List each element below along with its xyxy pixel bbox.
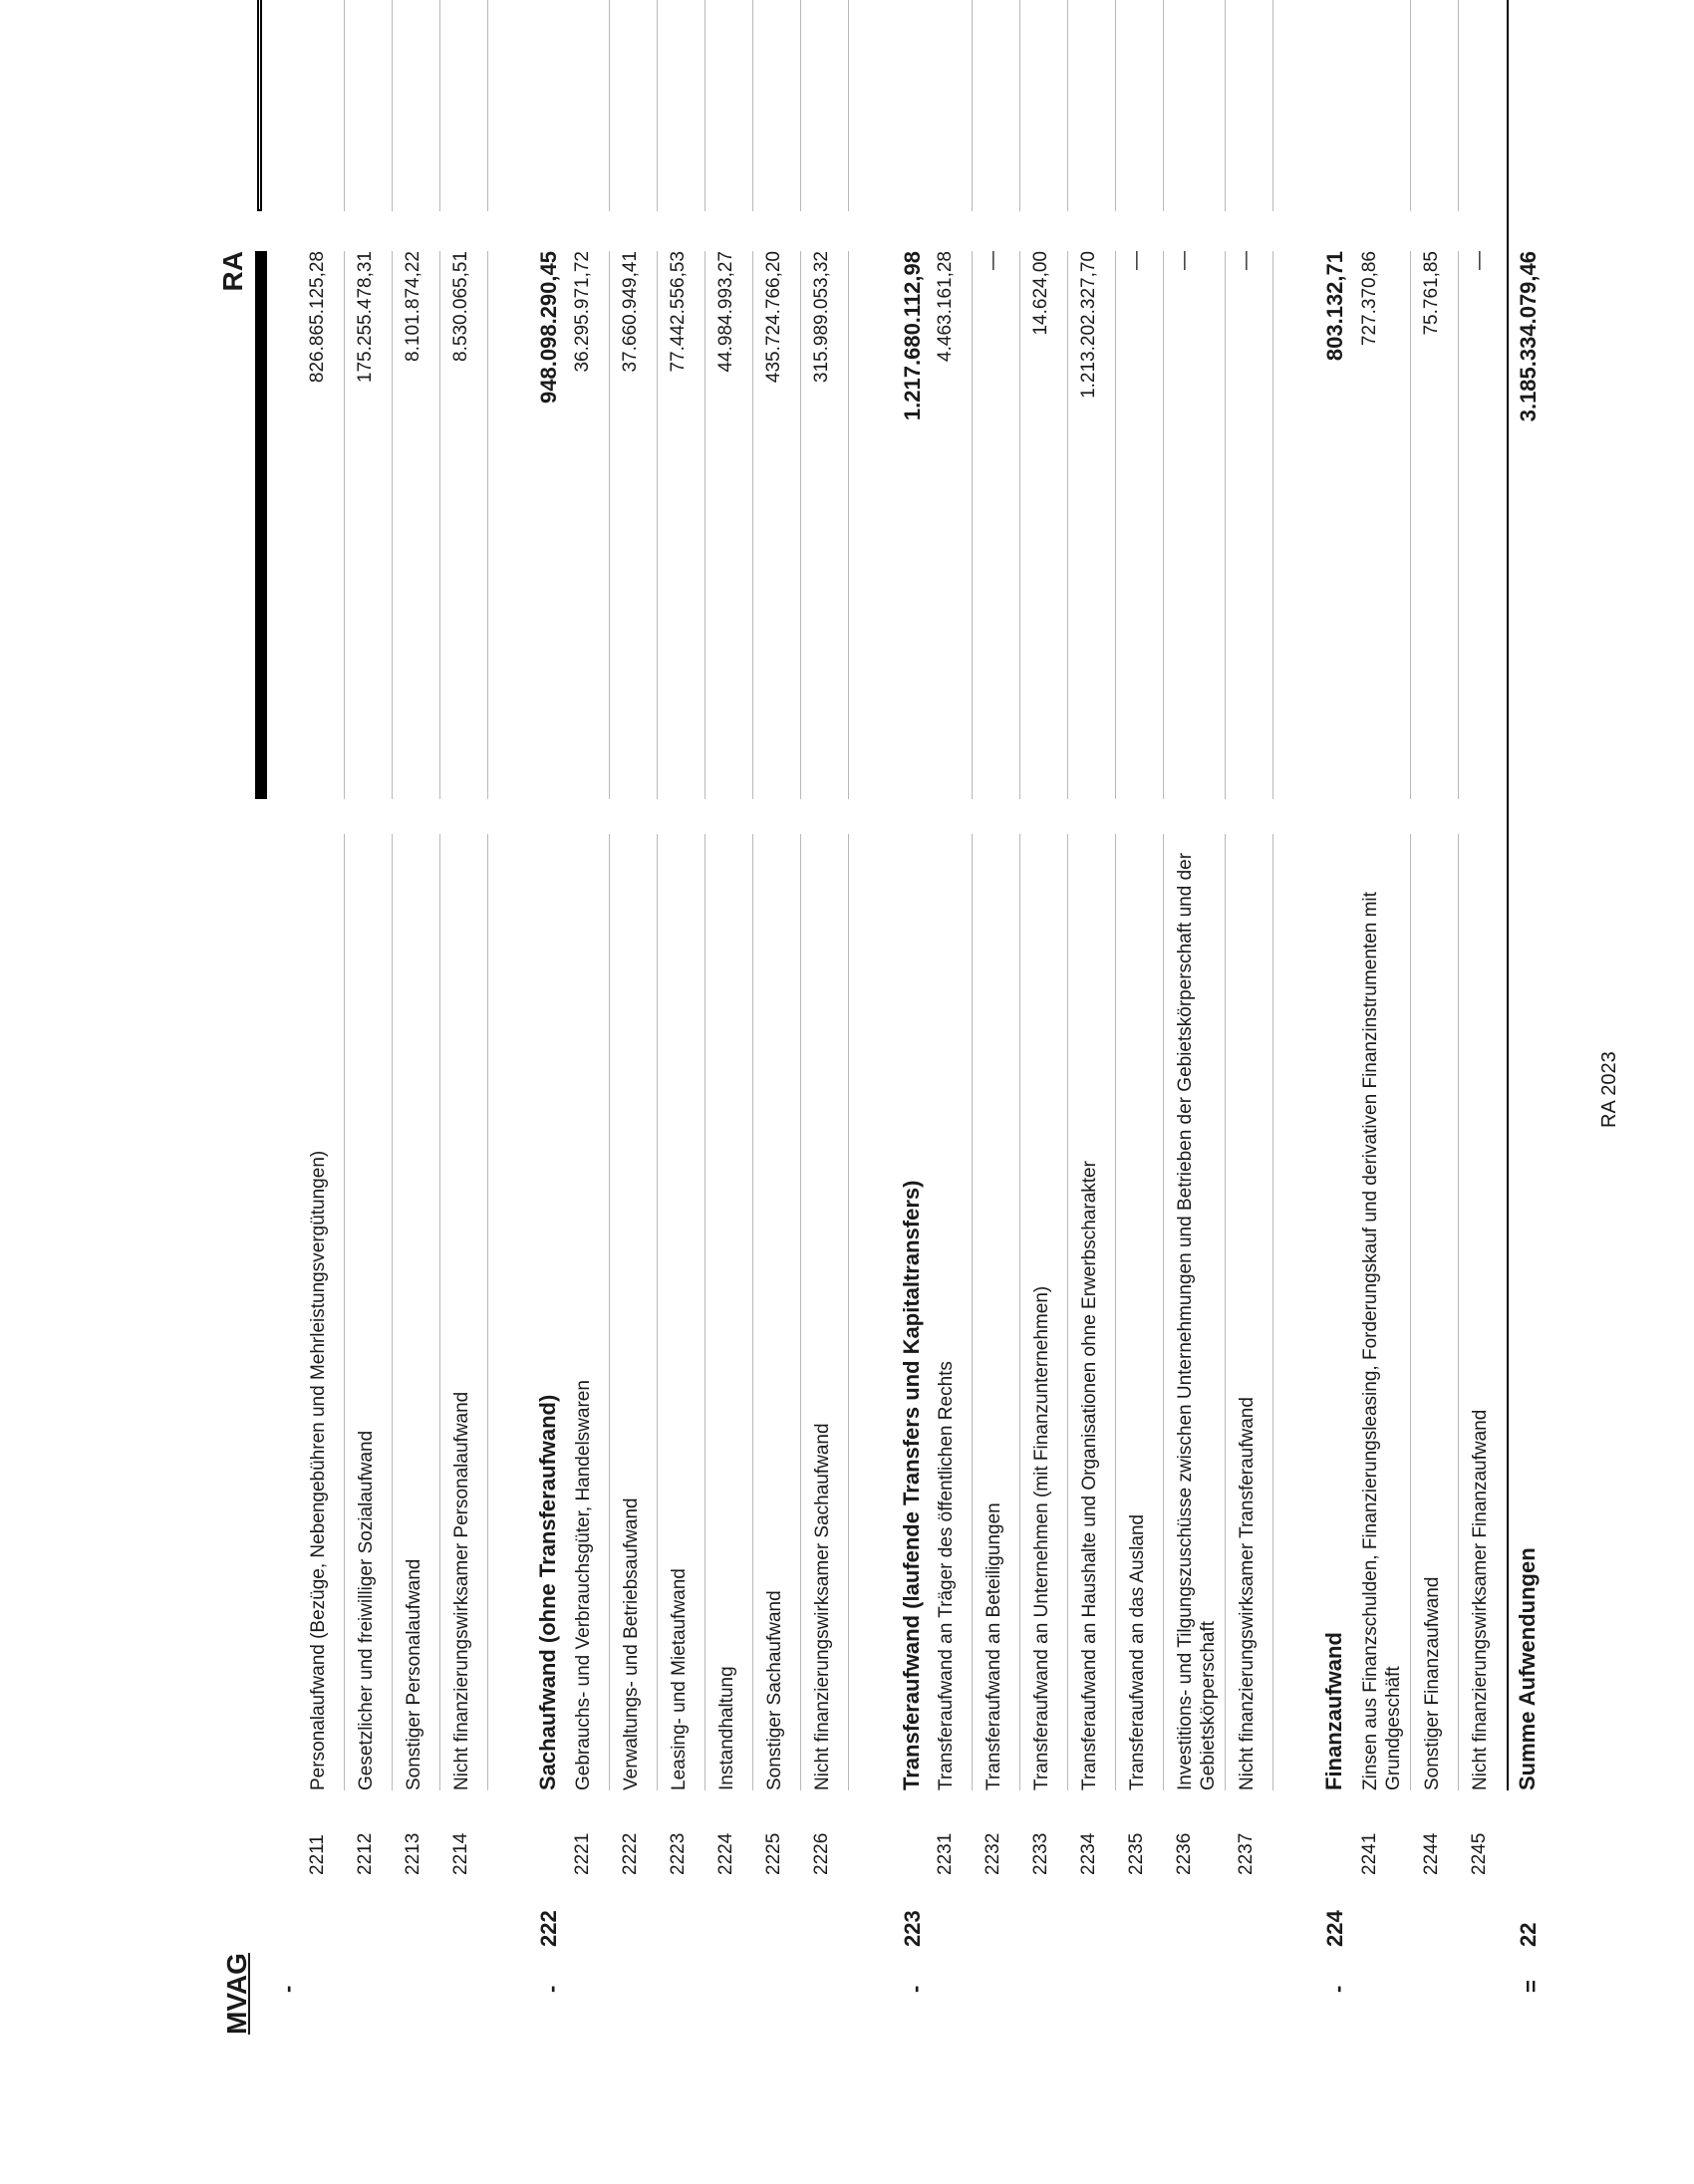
group-sign: -	[903, 1985, 928, 1993]
group-va	[1322, 0, 1348, 211]
row-label: Sonstiger Finanzaufwand	[1422, 1576, 1443, 1790]
row-divider	[752, 834, 753, 1790]
total-code: 22	[1516, 1922, 1541, 1947]
row-label: Transferaufwand an das Ausland	[1127, 1513, 1148, 1790]
row-divider	[848, 834, 849, 1790]
row-divider	[487, 0, 488, 211]
row-code: 2224	[715, 1832, 736, 1875]
row-ra: 75.761,85	[1421, 251, 1442, 336]
row-va	[355, 0, 377, 211]
row-code: 2232	[983, 1832, 1003, 1875]
row-label: Investitions- und Tilgungszuschüsse zwischen Unternehmungen und Betrieben der Gebietskörperschaft und der Gebietskörperschaft	[1175, 852, 1219, 1790]
row-divider	[1458, 834, 1459, 1790]
header-va-underline	[257, 0, 262, 211]
row-code: 2244	[1421, 1832, 1442, 1875]
group-code: 222	[536, 1910, 561, 1947]
footer-report-label: RA 2023	[1598, 1051, 1620, 1128]
row-label: Sonstiger Sachaufwand	[764, 1590, 785, 1790]
row-ra: —	[1126, 251, 1147, 270]
row-ra: 315.989.053,32	[811, 251, 832, 384]
row-label: Nicht finanzierungswirksamer Personalaufwand	[451, 1391, 472, 1790]
row-divider	[1019, 834, 1020, 1790]
total-ra: 3.185.334.079,46	[1516, 251, 1541, 422]
row-ra: 175.255.478,31	[355, 251, 376, 384]
group-ra: 948.098.290,45	[536, 251, 561, 404]
row-divider	[1225, 251, 1226, 799]
row-divider	[657, 251, 658, 799]
row-code: 2234	[1078, 1832, 1099, 1875]
row-label: Nicht finanzierungswirksamer Sachaufwand	[812, 1423, 833, 1790]
row-divider	[1410, 251, 1411, 799]
row-ra: 826.865.125,28	[307, 251, 328, 384]
group-label: Sachaufwand (ohne Transferaufwand)	[535, 1394, 560, 1790]
row-divider	[439, 834, 440, 1790]
row-label: Zinsen aus Finanzschulden, Finanzierungsleasing, Forderungskauf und derivativen Finanzinstrumenten mit Grundgeschäft	[1360, 892, 1404, 1790]
row-code: 2213	[403, 1832, 424, 1875]
row-ra: —	[1469, 251, 1490, 270]
row-divider	[1458, 251, 1459, 799]
row-code: 2211	[307, 1834, 328, 1875]
group-label: Transferaufwand (laufende Transfers und Kapitaltransfers)	[899, 1180, 924, 1790]
row-divider	[800, 0, 801, 211]
row-divider	[657, 834, 658, 1790]
row-divider	[1272, 251, 1273, 799]
row-code: 2233	[1030, 1832, 1051, 1875]
row-va	[763, 0, 785, 211]
group-sign: -	[1325, 1985, 1350, 1993]
row-divider	[487, 834, 488, 1790]
total-label: Summe Aufwendungen	[1515, 1547, 1540, 1790]
row-va	[450, 0, 472, 211]
row-ra: 14.624,00	[1030, 251, 1051, 336]
row-divider	[1019, 0, 1020, 211]
row-divider	[1067, 834, 1068, 1790]
row-divider	[1163, 0, 1164, 211]
row-code: 2223	[668, 1832, 689, 1875]
row-divider	[1225, 834, 1226, 1790]
row-code: 2226	[811, 1832, 832, 1875]
group-va	[900, 0, 926, 211]
row-divider	[609, 834, 610, 1790]
row-code: 2214	[450, 1832, 471, 1875]
row-divider	[609, 251, 610, 799]
row-code: 2231	[935, 1832, 956, 1875]
row-divider	[800, 834, 801, 1790]
row-va	[1421, 0, 1443, 211]
row-divider	[392, 251, 393, 799]
row-divider	[705, 834, 706, 1790]
row-label: Verwaltungs- und Betriebsaufwand	[621, 1498, 642, 1790]
row-label: Transferaufwand an Beteiligungen	[984, 1502, 1004, 1790]
row-code: 2235	[1126, 1832, 1147, 1875]
row-divider	[609, 0, 610, 211]
row-va	[403, 0, 424, 211]
row-divider	[439, 251, 440, 799]
row-divider	[344, 834, 345, 1790]
row-va	[935, 0, 957, 211]
row-divider	[1163, 834, 1164, 1790]
header-ra: RA	[217, 251, 248, 292]
row-va	[620, 0, 642, 211]
row-ra: 8.530.065,51	[450, 251, 471, 362]
group-ra: 1.217.680.112,98	[900, 251, 925, 421]
row-divider	[344, 251, 345, 799]
row-divider	[392, 834, 393, 1790]
row-code: 2212	[355, 1832, 376, 1875]
row-divider	[1458, 0, 1459, 211]
row-divider	[392, 0, 393, 211]
row-divider	[752, 251, 753, 799]
row-ra: 77.442.556,53	[668, 251, 689, 373]
row-ra: 1.213.202.327,70	[1078, 251, 1099, 399]
row-ra: —	[983, 251, 1003, 270]
row-va	[1469, 0, 1491, 211]
row-ra: 8.101.874,22	[403, 251, 424, 362]
group-label: Finanzaufwand	[1321, 1632, 1346, 1790]
group-ra: 803.132,71	[1322, 251, 1347, 362]
row-divider	[1163, 251, 1164, 799]
row-divider	[705, 0, 706, 211]
row-divider	[344, 0, 345, 211]
row-code: 2245	[1469, 1832, 1490, 1875]
header-mvag: MVAG	[221, 1953, 252, 2035]
row-label: Leasing- und Mietaufwand	[669, 1568, 690, 1790]
row-ra: —	[1236, 251, 1257, 270]
row-label: Sonstiger Personalaufwand	[404, 1558, 424, 1790]
row-ra: 435.724.766,20	[763, 251, 784, 384]
group-va	[536, 0, 562, 211]
header-ra-underline	[255, 251, 267, 799]
row-va	[1030, 0, 1052, 211]
row-label: Gebrauchs- und Verbrauchsgüter, Handelswaren	[573, 1380, 594, 1790]
row-divider	[800, 251, 801, 799]
row-ra: 37.660.949,41	[620, 251, 641, 373]
row-code: 2237	[1236, 1832, 1257, 1875]
row-va	[715, 0, 737, 211]
row-label: Transferaufwand an Haushalte und Organisationen ohne Erwerbscharakter	[1079, 1161, 1100, 1790]
total-va	[1516, 0, 1542, 211]
row-divider	[1067, 251, 1068, 799]
group-code: 223	[900, 1910, 925, 1947]
row-divider	[1115, 834, 1116, 1790]
group-sign: -	[275, 1985, 300, 1993]
row-va	[572, 0, 594, 211]
row-divider	[657, 0, 658, 211]
row-label: Nicht finanzierungswirksamer Transferaufwand	[1237, 1397, 1258, 1790]
total-sign: =	[1519, 1980, 1544, 1993]
row-divider	[487, 251, 488, 799]
row-code: 2225	[763, 1832, 784, 1875]
row-divider	[1410, 0, 1411, 211]
row-ra: 44.984.993,27	[715, 251, 736, 373]
row-label: Transferaufwand an Träger des öffentlichen Rechts	[936, 1361, 957, 1790]
group-code: 224	[1322, 1910, 1347, 1947]
row-divider	[439, 0, 440, 211]
row-divider	[752, 0, 753, 211]
row-divider	[1019, 251, 1020, 799]
row-va	[1236, 0, 1258, 211]
row-label: Instandhaltung	[716, 1666, 737, 1790]
row-divider	[1225, 0, 1226, 211]
row-ra: 727.370,86	[1359, 251, 1380, 347]
row-divider	[1115, 251, 1116, 799]
row-divider	[705, 251, 706, 799]
row-va	[811, 0, 833, 211]
row-code: 2236	[1174, 1832, 1195, 1875]
row-divider	[1115, 0, 1116, 211]
row-code: 2221	[572, 1832, 593, 1875]
row-va	[1359, 0, 1381, 211]
row-divider	[972, 834, 973, 1790]
row-ra: 36.295.971,72	[572, 251, 593, 373]
row-va	[1078, 0, 1100, 211]
row-va	[307, 0, 329, 211]
row-label: Gesetzlicher und freiwilliger Sozialaufwand	[356, 1430, 377, 1790]
total-top-rule	[1507, 0, 1509, 1790]
row-label: Nicht finanzierungswirksamer Finanzaufwand	[1470, 1409, 1491, 1790]
header-va	[217, 0, 249, 211]
row-divider	[1272, 0, 1273, 211]
row-va	[1126, 0, 1148, 211]
row-divider	[1410, 834, 1411, 1790]
row-code: 2241	[1359, 1832, 1380, 1875]
row-va	[983, 0, 1004, 211]
row-label: Transferaufwand an Unternehmen (mit Finanzunternehmen)	[1031, 1285, 1052, 1790]
row-divider	[848, 251, 849, 799]
row-code: 2222	[620, 1832, 641, 1875]
row-ra: 4.463.161,28	[935, 251, 956, 362]
row-divider	[972, 251, 973, 799]
row-divider	[848, 0, 849, 211]
row-divider	[972, 0, 973, 211]
row-divider	[1272, 834, 1273, 1790]
row-va	[668, 0, 690, 211]
row-ra: —	[1174, 251, 1195, 270]
row-label: Personalaufwand (Bezüge, Nebengebühren und Mehrleistungsvergütungen)	[308, 1150, 329, 1790]
group-sign: -	[539, 1985, 564, 1993]
row-divider	[1067, 0, 1068, 211]
row-va	[1174, 0, 1196, 211]
